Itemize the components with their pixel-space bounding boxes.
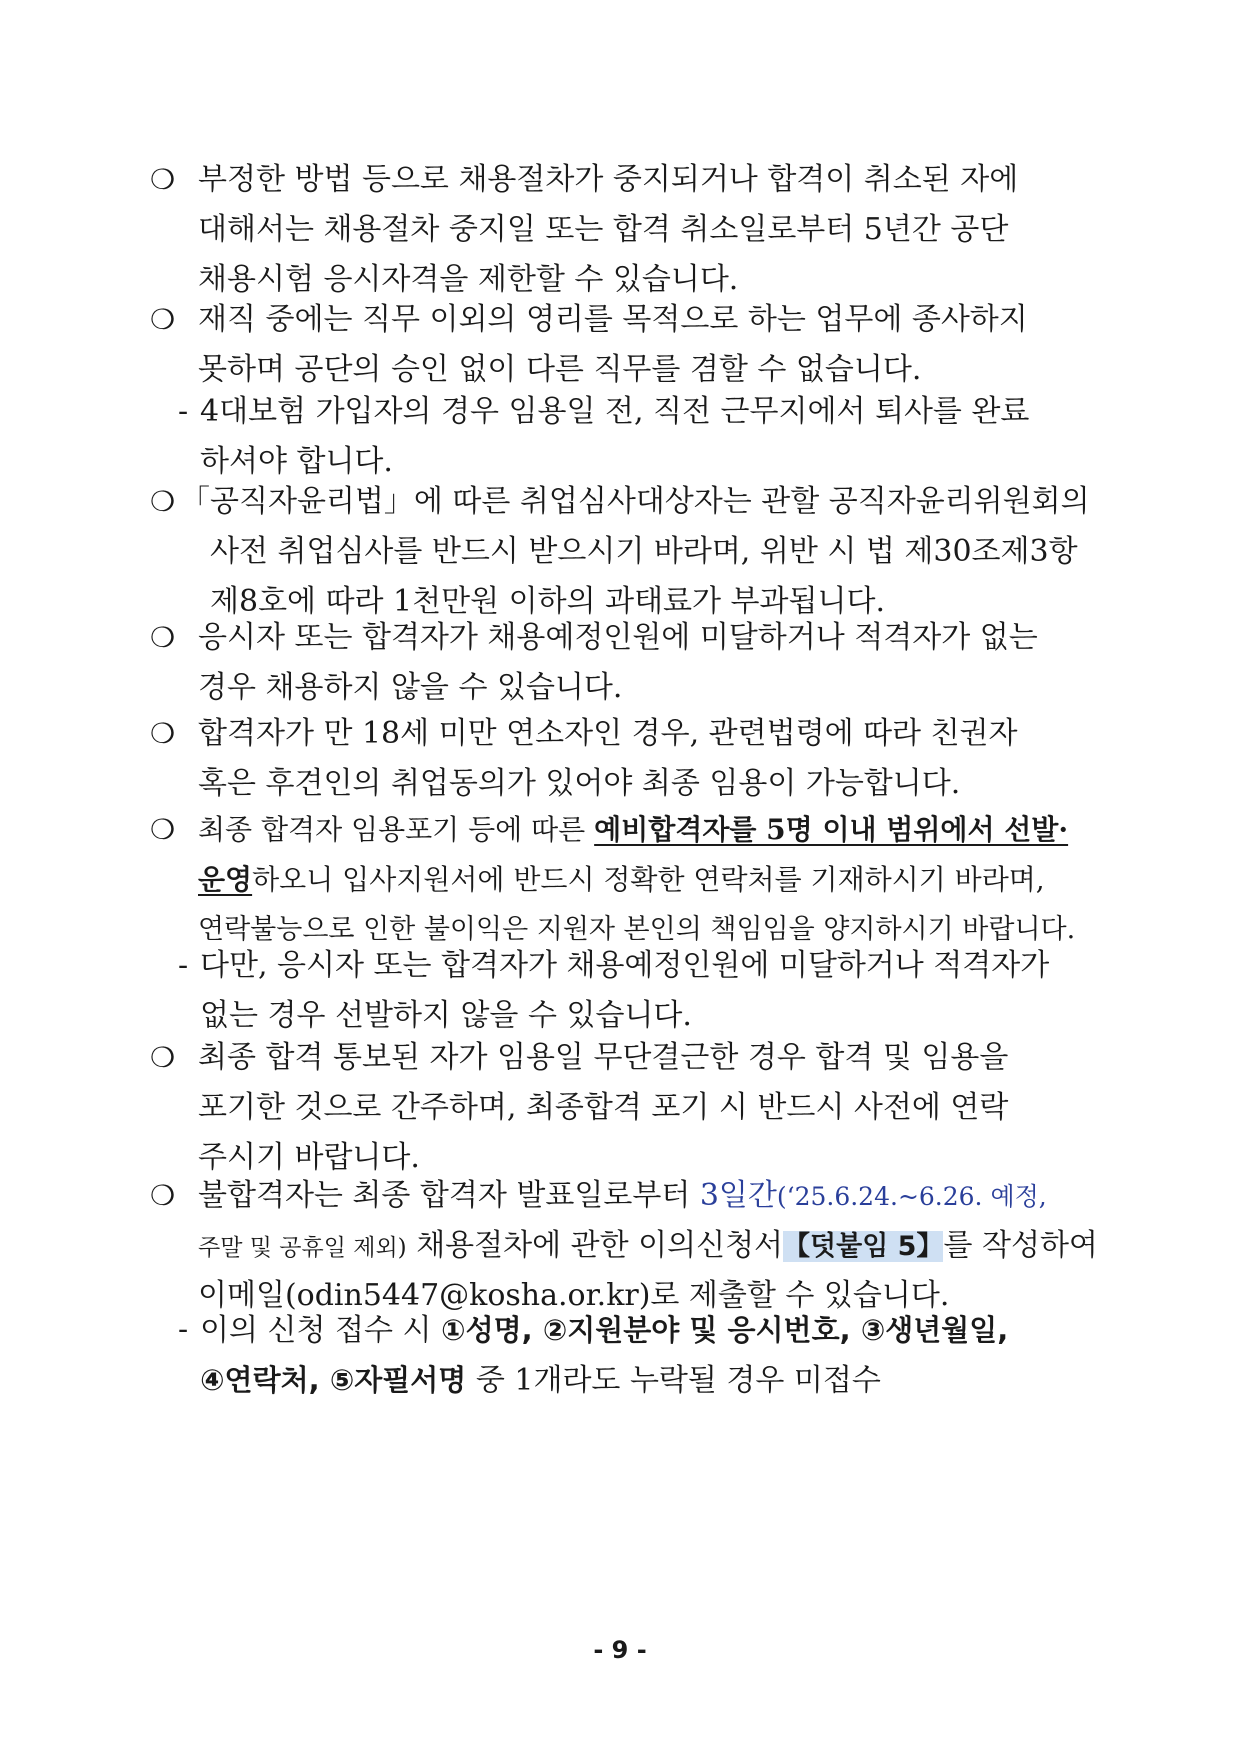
page-number: - 9 -: [593, 1636, 647, 1664]
item-text: 하오니 입사지원서에 반드시 정확한 연락처를 기재하시기 바라며,: [252, 863, 1045, 896]
circle-bullet-icon: ❍: [150, 485, 176, 518]
item-line: 다만, 응시자 또는 합격자가 채용예정인원에 미달하거나 적격자가: [200, 948, 1050, 983]
circle-bullet-icon: ❍: [150, 163, 176, 196]
circle-bullet-icon: ❍: [150, 621, 176, 654]
item-line: [200, 1306, 1008, 1355]
item-line: 응시자 또는 합격자가 채용예정인원에 미달하거나 적격자가 없는: [198, 620, 1038, 655]
notice-item-side-job: [150, 296, 1130, 392]
item-line: [198, 806, 1068, 854]
item-line: [198, 1172, 1047, 1221]
emphasis-text: 예비합격자를 5명 이내 범위에서 선발·: [594, 813, 1069, 846]
item-line: 제8호에 따라 1천만원 이하의 과태료가 부과됩니다.: [210, 584, 885, 619]
item-line: 연락불능으로 인한 불이익은 지원자 본인의 책임임을 양지하시기 바랍니다.: [198, 914, 1076, 945]
dash-bullet: -: [178, 1312, 189, 1347]
notice-item-shortfall: [150, 614, 1130, 710]
required-items-text: ①성명, ②지원분야 및 응시번호, ③생년월일,: [441, 1313, 1009, 1347]
item-line: 최종 합격 통보된 자가 임용일 무단결근한 경우 합격 및 임용을: [198, 1040, 1009, 1075]
attachment-reference: 【덧붙임 5】: [783, 1231, 944, 1262]
item-line: 주시기 바랍니다.: [198, 1140, 420, 1175]
period-dates-text: (‘25.6.24.~6.26. 예정,: [776, 1182, 1047, 1211]
sub-item-insurance: [178, 388, 1138, 484]
item-line: 이메일(odin5447@kosha.or.kr)로 제출할 수 있습니다.: [198, 1278, 950, 1313]
dash-bullet: -: [178, 948, 189, 983]
circle-bullet-icon: ❍: [150, 1041, 176, 1074]
item-line: 사전 취업심사를 반드시 받으시기 바라며, 위반 시 법 제30조제3항: [210, 534, 1078, 569]
item-line: 경우 채용하지 않을 수 있습니다.: [198, 670, 623, 705]
item-line: [198, 1222, 1098, 1272]
circle-bullet-icon: ❍: [150, 717, 176, 750]
emphasis-text: 운영: [198, 863, 253, 896]
required-items-text: ④연락처, ⑤자필서명: [200, 1363, 467, 1397]
circle-bullet-icon: ❍: [150, 813, 176, 846]
item-text: 불합격자는 최종 합격자 발표일로부터: [198, 1178, 700, 1213]
item-line: 재직 중에는 직무 이외의 영리를 목적으로 하는 업무에 종사하지: [198, 302, 1028, 337]
item-text: 최종 합격자 임용포기 등에 따른: [198, 813, 595, 846]
notice-item-disqualification: [150, 156, 1130, 300]
sub-item-reserve-exception: [178, 942, 1138, 1038]
item-text: 채용절차에 관한 이의신청서: [406, 1228, 784, 1263]
item-line: 부정한 방법 등으로 채용절차가 중지되거나 합격이 취소된 자에: [198, 162, 1019, 197]
notice-item-minor: [150, 710, 1130, 806]
item-line: [198, 856, 1045, 904]
circle-bullet-icon: ❍: [150, 1179, 176, 1212]
item-text: 중 1개라도 누락될 경우 미접수: [466, 1363, 881, 1398]
item-line: 없는 경우 선발하지 않을 수 있습니다.: [200, 998, 692, 1033]
item-line: 대해서는 채용절차 중지일 또는 합격 취소일로부터 5년간 공단: [198, 212, 1009, 247]
dash-bullet: -: [178, 394, 189, 429]
item-line: [200, 1356, 881, 1405]
item-line: 채용시험 응시자격을 제한할 수 있습니다.: [198, 262, 739, 297]
sub-item-objection-requirements: [178, 1306, 1138, 1402]
item-line: 하셔야 합니다.: [200, 444, 393, 479]
notice-item-reserve-candidates: [150, 806, 1130, 950]
item-line: 못하며 공단의 승인 없이 다른 직무를 겸할 수 없습니다.: [198, 352, 922, 387]
notice-item-ethics-law: [150, 478, 1130, 622]
period-text: 3일간: [699, 1178, 777, 1213]
circle-bullet-icon: ❍: [150, 303, 176, 336]
notice-item-objection: [150, 1172, 1130, 1316]
item-line: 4대보험 가입자의 경우 임용일 전, 직전 근무지에서 퇴사를 완료: [200, 394, 1030, 429]
item-line: 합격자가 만 18세 미만 연소자인 경우, 관련법령에 따라 친권자: [198, 716, 1018, 751]
item-line: 혹은 후견인의 취업동의가 있어야 최종 임용이 가능합니다.: [198, 766, 961, 801]
notice-item-absence: [150, 1034, 1130, 1178]
period-note-text: 주말 및 공휴일 제외): [198, 1235, 407, 1261]
item-line: 포기한 것으로 간주하며, 최종합격 포기 시 반드시 사전에 연락: [198, 1090, 1009, 1125]
item-line: 「공직자윤리법」에 따른 취업심사대상자는 관할 공직자윤리위원회의: [180, 484, 1090, 519]
item-text: 이의 신청 접수 시: [200, 1313, 442, 1348]
item-text: 를 작성하여: [943, 1228, 1098, 1263]
